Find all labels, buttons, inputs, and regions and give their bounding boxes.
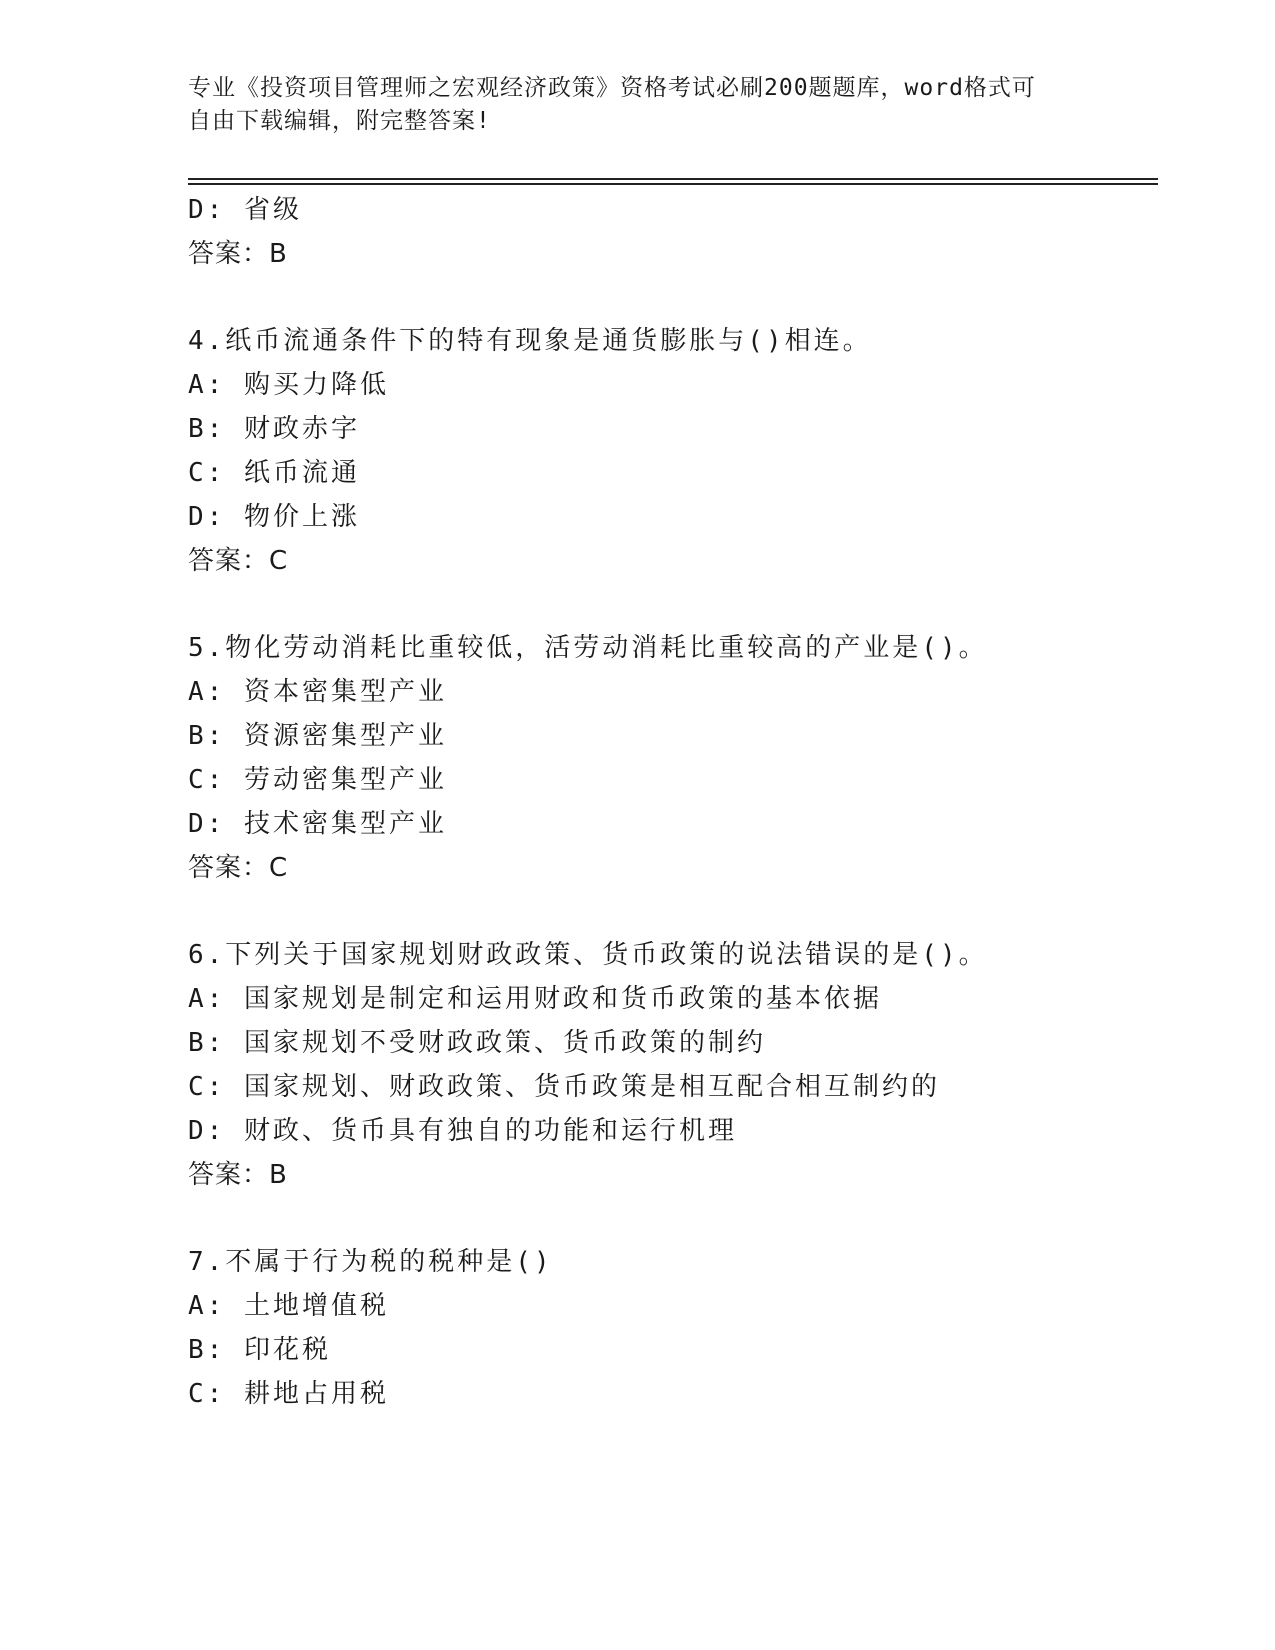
option-c: C: 国家规划、财政政策、货币政策是相互配合相互制约的: [188, 1072, 940, 1102]
document-header: [188, 72, 1088, 138]
answer: 答案：B: [188, 239, 288, 269]
option-a: A: 购买力降低: [188, 370, 389, 400]
option-c: C: 劳动密集型产业: [188, 765, 447, 795]
option-b: B: 资源密集型产业: [188, 721, 447, 751]
question-stem: 6.下列关于国家规划财政政策、货币政策的说法错误的是()。: [188, 940, 988, 970]
question-stem: 5.物化劳动消耗比重较低，活劳动消耗比重较高的产业是()。: [188, 633, 988, 663]
header-divider-bottom: [188, 183, 1158, 185]
question-stem: 7.不属于行为税的税种是(): [188, 1247, 553, 1277]
answer: 答案：B: [188, 1160, 288, 1190]
option-d: D: 技术密集型产业: [188, 809, 447, 839]
answer: 答案：C: [188, 546, 289, 576]
answer: 答案：C: [188, 853, 289, 883]
option-d: D: 物价上涨: [188, 502, 360, 532]
option-a: A: 土地增值税: [188, 1291, 389, 1321]
header-line-1: 专业《投资项目管理师之宏观经济政策》资格考试必刷200题题库，word格式可: [188, 75, 1036, 101]
header-line-2: 自由下载编辑，附完整答案!: [188, 108, 491, 134]
header-divider-top: [188, 178, 1158, 180]
option-c: C: 纸币流通: [188, 458, 360, 488]
option-a: A: 国家规划是制定和运用财政和货币政策的基本依据: [188, 984, 882, 1014]
option-b: B: 印花税: [188, 1335, 331, 1365]
option-b: B: 国家规划不受财政政策、货币政策的制约: [188, 1028, 766, 1058]
question-stem: 4.纸币流通条件下的特有现象是通货膨胀与()相连。: [188, 326, 872, 356]
option-c: C: 耕地占用税: [188, 1379, 389, 1409]
option-d: D: 省级: [188, 195, 302, 225]
option-b: B: 财政赤字: [188, 414, 360, 444]
option-a: A: 资本密集型产业: [188, 677, 447, 707]
option-d: D: 财政、货币具有独自的功能和运行机理: [188, 1116, 737, 1146]
